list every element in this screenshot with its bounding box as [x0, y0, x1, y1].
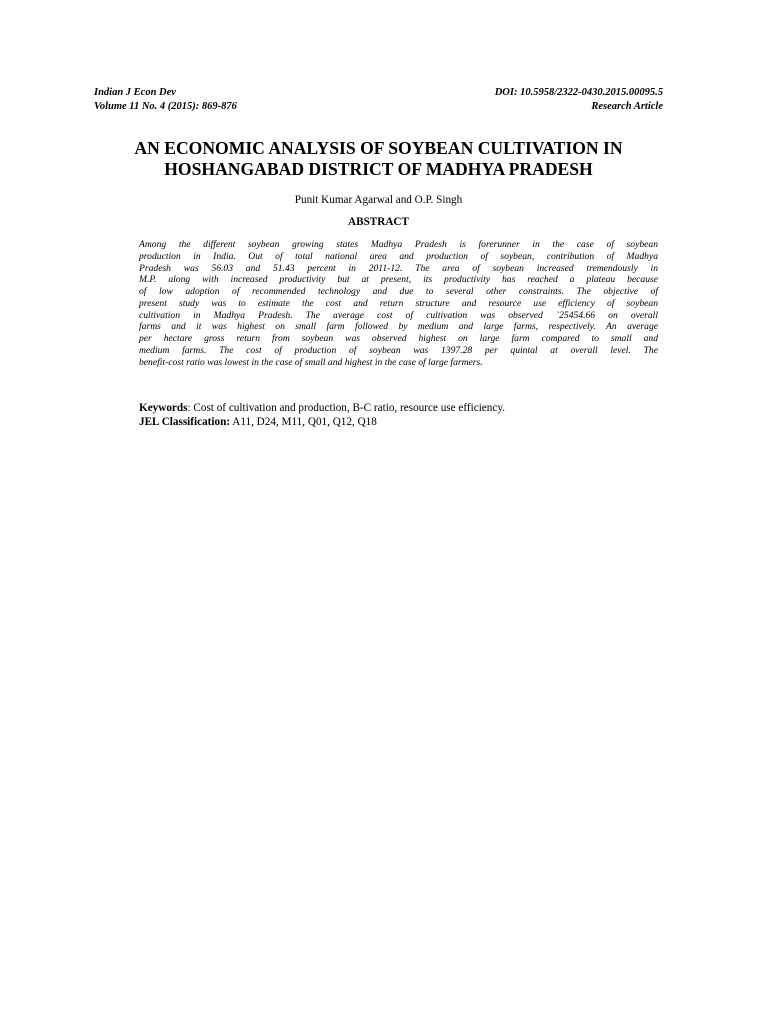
abstract-line: cultivation in Madhya Pradesh. The average cost of cultivation was observed `25454.66 on overall — [139, 309, 658, 321]
abstract-line: production in India. Out of total national area and production of soybean, contribution of Madhya — [139, 250, 658, 262]
abstract-line: per hectare gross return from soybean was observed highest on large farm compared to small and — [139, 333, 658, 344]
journal-header — [94, 86, 237, 113]
article-header — [495, 86, 663, 113]
abstract-line: Among the different soybean growing states Madhya Pradesh is forerunner in the case of soybean — [139, 239, 658, 250]
abstract-line: M.P. along with increased productivity but at present, its productivity has reached a plateau because — [139, 274, 658, 286]
keywords-label: Keywords — [139, 402, 188, 414]
jel-codes: A11, D24, M11, Q01, Q12, Q18 — [230, 416, 377, 428]
journal-name: Indian J Econ Dev — [94, 87, 176, 98]
abstract-line: Pradesh was 56.03 and 51.43 percent in 2011-12. The area of soybean increased tremendously in — [139, 262, 658, 274]
abstract-heading: ABSTRACT — [348, 216, 409, 228]
abstract-body — [139, 239, 658, 368]
abstract-line: farms and it was highest on small farm followed by medium and large farms, respectively. An average — [139, 321, 658, 333]
title-line-1: AN ECONOMIC ANALYSIS OF SOYBEAN CULTIVATION IN — [134, 138, 623, 158]
abstract-line: of low adoption of recommended technology and due to several other constraints. The objective of — [139, 286, 658, 297]
title-line-2: HOSHANGABAD DISTRICT OF MADHYA PRADESH — [164, 159, 593, 179]
keywords-block — [139, 401, 658, 429]
doi: DOI: 10.5958/2322-0430.2015.00095.5 — [494, 87, 663, 98]
journal-volume: Volume 11 No. 4 (2015): 869-876 — [94, 100, 237, 112]
article-type: Research Article — [591, 100, 663, 112]
keywords — [139, 401, 658, 415]
abstract-line: present study was to estimate the cost and return structure and resource use efficiency of soybean — [139, 297, 658, 309]
paper-title — [94, 138, 663, 180]
abstract-line: medium farms. The cost of production of soybean was 1397.28 per quintal at overall level. The — [139, 344, 658, 356]
abstract-line: benefit-cost ratio was lowest in the case of small and highest in the case of large farmers. — [139, 356, 483, 368]
jel-classification — [139, 415, 658, 429]
jel-label: JEL Classification: — [139, 416, 231, 428]
authors: Punit Kumar Agarwal and O.P. Singh — [294, 194, 463, 206]
keywords-text: : Cost of cultivation and production, B-C ratio, resource use efficiency. — [187, 402, 505, 414]
